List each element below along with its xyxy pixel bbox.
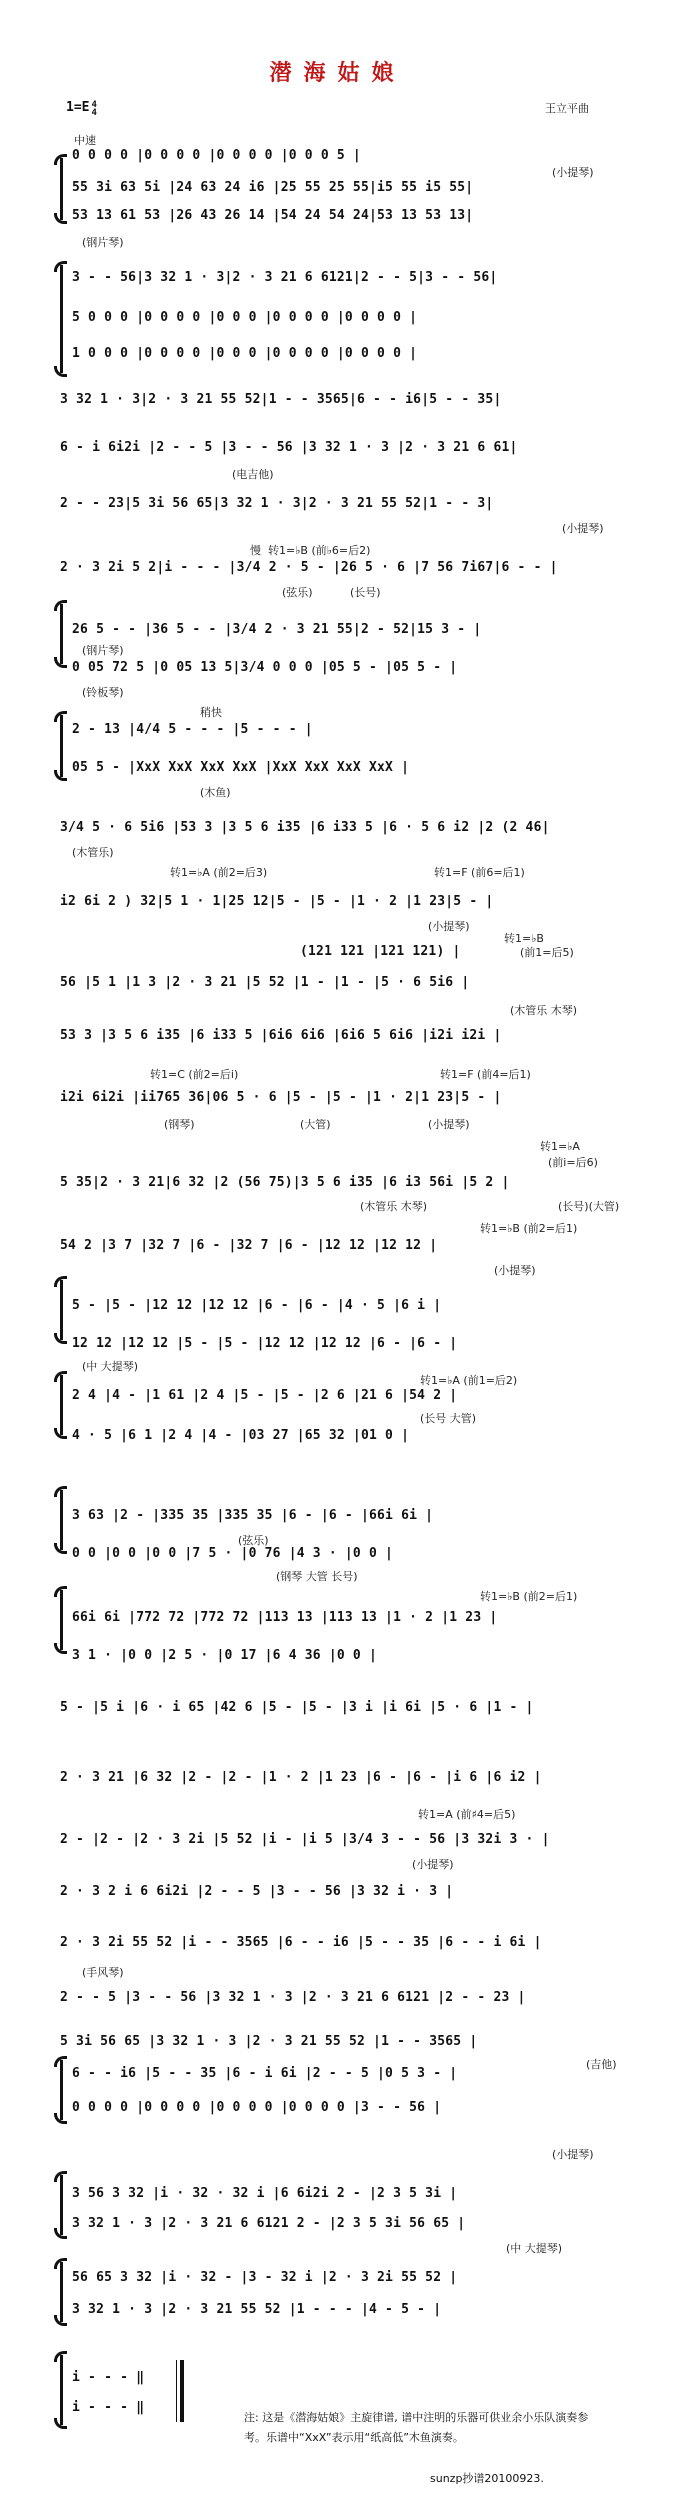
score-line: 2 · 3 21 |6 32 |2 - |2 - |1 · 2 |1 23 |6 - |6 - |i 6 |6 i2 | xyxy=(60,1770,542,1785)
score-line: 2 - 13 |4/4 5 - - - |5 - - - | xyxy=(72,722,313,737)
footnote: 注: 这是《潜海姑娘》主旋律谱, 谱中注明的乐器可供业余小乐队演奏参考。乐谱中“XxX”表示用“纸高低”木鱼演奏。 xyxy=(244,2411,589,2444)
time-bottom: 4 xyxy=(91,108,97,118)
system-brace xyxy=(60,2175,63,2235)
modulation-mark: 转1=C (前2=后i) xyxy=(150,1068,239,1081)
system-brace xyxy=(60,2262,63,2322)
system-brace xyxy=(60,2060,63,2120)
score-line: 6 - i 6i2i |2 - - 5 |3 - - 56 |3 32 1 · 3 |2 · 3 21 6 61| xyxy=(60,440,518,455)
instrument-label: (中 大提琴) xyxy=(506,2242,563,2255)
instrument-label: (长号 大管) xyxy=(420,1412,477,1425)
score-line: (121 121 |121 121) | xyxy=(300,944,461,959)
tempo-change: 慢 xyxy=(250,544,261,557)
instrument-label: (中 大提琴) xyxy=(82,1360,139,1373)
instrument-label: (小提琴) xyxy=(552,2148,594,2161)
score-line: 5 0 0 0 |0 0 0 0 |0 0 0 |0 0 0 0 |0 0 0 0 | xyxy=(72,310,418,325)
instrument-label: (木管乐) xyxy=(72,846,114,859)
score-line: 4 · 5 |6 1 |2 4 |4 - |03 27 |65 32 |01 0 | xyxy=(72,1428,410,1443)
instrument-label: (小提琴) xyxy=(562,522,604,535)
score-line: 26 5 - - |36 5 - - |3/4 2 · 3 21 55|2 - 52|15 3 - | xyxy=(72,622,482,637)
instrument-label: (大管) xyxy=(300,1118,331,1131)
modulation-mark: (前1=后5) xyxy=(520,946,574,959)
system-brace xyxy=(60,265,63,373)
score-line: i2i 6i2i |ii765 36|06 5 · 6 |5 - |5 - |1 · 2|1 23|5 - | xyxy=(60,1090,502,1105)
instrument-label: (小提琴) xyxy=(412,1858,454,1871)
system-brace xyxy=(60,1490,63,1550)
score-line: 54 2 |3 7 |32 7 |6 - |32 7 |6 - |12 12 |12 12 | xyxy=(60,1238,438,1253)
instrument-label: (小提琴) xyxy=(428,1118,470,1131)
modulation-mark: 转1=A (前♯4=后5) xyxy=(418,1808,516,1821)
score-line: 3 63 |2 - |335 35 |335 35 |6 - |6 - |66i 6i | xyxy=(72,1508,434,1523)
score-line: 53 3 |3 5 6 i35 |6 i33 5 |6i6 6i6 |6i6 5 6i6 |i2i i2i | xyxy=(60,1028,502,1043)
score-line: 2 - - 23|5 3i 56 65|3 32 1 · 3|2 · 3 21 55 52|1 - - 3| xyxy=(60,496,494,511)
instrument-label: (钢琴 大管 长号) xyxy=(276,1570,358,1583)
score-line: 0 05 72 5 |0 05 13 5|3/4 0 0 0 |05 5 - |05 5 - | xyxy=(72,660,458,675)
modulation-mark: 转1=♭A xyxy=(540,1140,580,1153)
transcriber-credit: sunzp抄谱20100923. xyxy=(430,2472,544,2485)
score-line: i2 6i 2 ) 32|5 1 · 1|25 12|5 - |5 - |1 · 2 |1 23|5 - | xyxy=(60,894,494,909)
instrument-label: (弦乐) xyxy=(238,1534,269,1547)
modulation-mark: 转1=♭B (前2=后1) xyxy=(480,1222,578,1235)
system-brace xyxy=(60,715,63,777)
system-brace xyxy=(60,604,63,664)
time-top: 4 xyxy=(91,100,97,110)
score-line: 56 65 3 32 |i · 32 - |3 - 32 i |2 · 3 2i 55 52 | xyxy=(72,2270,458,2285)
modulation-mark: 转1=♭A (前2=后3) xyxy=(170,866,268,879)
score-line: 2 - |2 - |2 · 3 2i |5 52 |i - |i 5 |3/4 3 - - 56 |3 32i 3 · | xyxy=(60,1832,550,1847)
score-line: 1 0 0 0 |0 0 0 0 |0 0 0 |0 0 0 0 |0 0 0 0 | xyxy=(72,346,418,361)
score-line: 0 0 0 0 |0 0 0 0 |0 0 0 0 |0 0 0 5 | xyxy=(72,148,361,163)
score-line: 5 35|2 · 3 21|6 32 |2 (56 75)|3 5 6 i35 |6 i3 56i |5 2 | xyxy=(60,1175,510,1190)
system-brace xyxy=(60,2355,63,2425)
score-line: 3 - - 56|3 32 1 · 3|2 · 3 21 6 6121|2 - - 5|3 - - 56| xyxy=(72,270,498,285)
score-line: 05 5 - |XxX XxX XxX XxX |XxX XxX XxX XxX | xyxy=(72,760,410,775)
score-line: 3 32 1 · 3 |2 · 3 21 6 6121 2 - |2 3 5 3i 56 65 | xyxy=(72,2216,466,2231)
score-line: 3/4 5 · 6 5i6 |53 3 |3 5 6 i35 |6 i33 5 |6 · 5 6 i2 |2 (2 46| xyxy=(60,820,550,835)
score-line: 2 · 3 2 i 6 6i2i |2 - - 5 |3 - - 56 |3 32 i · 3 | xyxy=(60,1884,454,1899)
instrument-label: (木鱼) xyxy=(200,786,231,799)
score-line: 12 12 |12 12 |5 - |5 - |12 12 |12 12 |6 - |6 - | xyxy=(72,1336,458,1351)
composer-credit: 王立平曲 xyxy=(545,102,589,115)
instrument-label: (手风琴) xyxy=(82,1966,124,1979)
system-brace xyxy=(60,1280,63,1340)
score-line: 2 - - 5 |3 - - 56 |3 32 1 · 3 |2 · 3 21 6 6121 |2 - - 23 | xyxy=(60,1990,526,2005)
instrument-label: (钢琴) xyxy=(164,1118,195,1131)
instrument-label: (长号) xyxy=(350,586,381,599)
modulation-mark: 转1=♭B (前♭6=后2) xyxy=(268,544,371,557)
instrument-label: (小提琴) xyxy=(494,1264,536,1277)
score-line: 5 - |5 i |6 · i 65 |42 6 |5 - |5 - |3 i |i 6i |5 · 6 |1 - | xyxy=(60,1700,534,1715)
score-line: 66i 6i |772 72 |772 72 |113 13 |113 13 |1 · 2 |1 23 | xyxy=(72,1610,498,1625)
song-title: 潜海姑娘 xyxy=(269,60,406,86)
instrument-label: (长号)(大管) xyxy=(558,1200,620,1213)
score-line: 3 1 · |0 0 |2 5 · |0 17 |6 4 36 |0 0 | xyxy=(72,1648,378,1663)
instrument-label: (小提琴) xyxy=(428,920,470,933)
system-brace xyxy=(60,1375,63,1435)
score-line: 53 13 61 53 |26 43 26 14 |54 24 54 24|53 13 53 13| xyxy=(72,208,474,223)
instrument-label: (吉他) xyxy=(586,2058,617,2071)
modulation-mark: 转1=♭B xyxy=(504,932,544,945)
modulation-mark: 转1=F (前4=后1) xyxy=(440,1068,531,1081)
instrument-label: (铃板琴) xyxy=(82,686,124,699)
final-barline-thick xyxy=(180,2360,184,2422)
instrument-label: (木管乐 木琴) xyxy=(360,1200,428,1213)
tempo-change: 稍快 xyxy=(200,706,222,719)
instrument-label: (弦乐) xyxy=(282,586,313,599)
score-line: 3 32 1 · 3 |2 · 3 21 55 52 |1 - - - |4 - 5 - | xyxy=(72,2302,442,2317)
score-line: 3 32 1 · 3|2 · 3 21 55 52|1 - - 3565|6 - - i6|5 - - 35| xyxy=(60,392,502,407)
score-line: 2 4 |4 - |1 61 |2 4 |5 - |5 - |2 6 |21 6 |54 2 | xyxy=(72,1388,458,1403)
modulation-mark: 转1=F (前6=后1) xyxy=(434,866,525,879)
instrument-label: (钢片琴) xyxy=(82,644,124,657)
score-line: 6 - - i6 |5 - - 35 |6 - i 6i |2 - - 5 |0 5 3 - | xyxy=(72,2066,458,2081)
score-line: 0 0 |0 0 |0 0 |7 5 · |0 76 |4 3 · |0 0 | xyxy=(72,1546,394,1561)
score-line: 3 56 3 32 |i · 32 · 32 i |6 6i2i 2 - |2 3 5 3i | xyxy=(72,2186,458,2201)
score-line: 5 3i 56 65 |3 32 1 · 3 |2 · 3 21 55 52 |1 - - 3565 | xyxy=(60,2034,478,2049)
score-line: i - - - ‖ xyxy=(72,2400,145,2415)
score-line: 0 0 0 0 |0 0 0 0 |0 0 0 0 |0 0 0 0 |3 - - 56 | xyxy=(72,2100,442,2115)
score-line: i - - - ‖ xyxy=(72,2370,145,2385)
system-brace xyxy=(60,158,63,220)
final-barline-thin xyxy=(176,2360,177,2422)
time-signature xyxy=(91,101,96,117)
key-label: 1=E xyxy=(66,100,90,115)
score-line: 2 · 3 2i 55 52 |i - - 3565 |6 - - i6 |5 - - 35 |6 - - i 6i | xyxy=(60,1935,542,1950)
score-line: 56 |5 1 |1 3 |2 · 3 21 |5 52 |1 - |1 - |5 · 6 5i6 | xyxy=(60,975,470,990)
system-brace xyxy=(60,1590,63,1650)
instrument-label: (钢片琴) xyxy=(82,236,124,249)
instrument-label: (木管乐 木琴) xyxy=(510,1004,578,1017)
tempo-mark: 中速 xyxy=(74,134,96,147)
instrument-label: (电吉他) xyxy=(232,468,274,481)
modulation-mark: 转1=♭B (前2=后1) xyxy=(480,1590,578,1603)
score-line: 2 · 3 2i 5 2|i - - - |3/4 2 · 5 - |26 5 · 6 |7 56 7i67|6 - - | xyxy=(60,560,558,575)
score-line: 5 - |5 - |12 12 |12 12 |6 - |6 - |4 · 5 |6 i | xyxy=(72,1298,442,1313)
modulation-mark: (前i=后6) xyxy=(548,1156,598,1169)
key-signature xyxy=(66,100,97,117)
instrument-label: (小提琴) xyxy=(552,166,594,179)
modulation-mark: 转1=♭A (前1=后2) xyxy=(420,1374,518,1387)
score-line: 55 3i 63 5i |24 63 24 i6 |25 55 25 55|i5 55 i5 55| xyxy=(72,180,474,195)
